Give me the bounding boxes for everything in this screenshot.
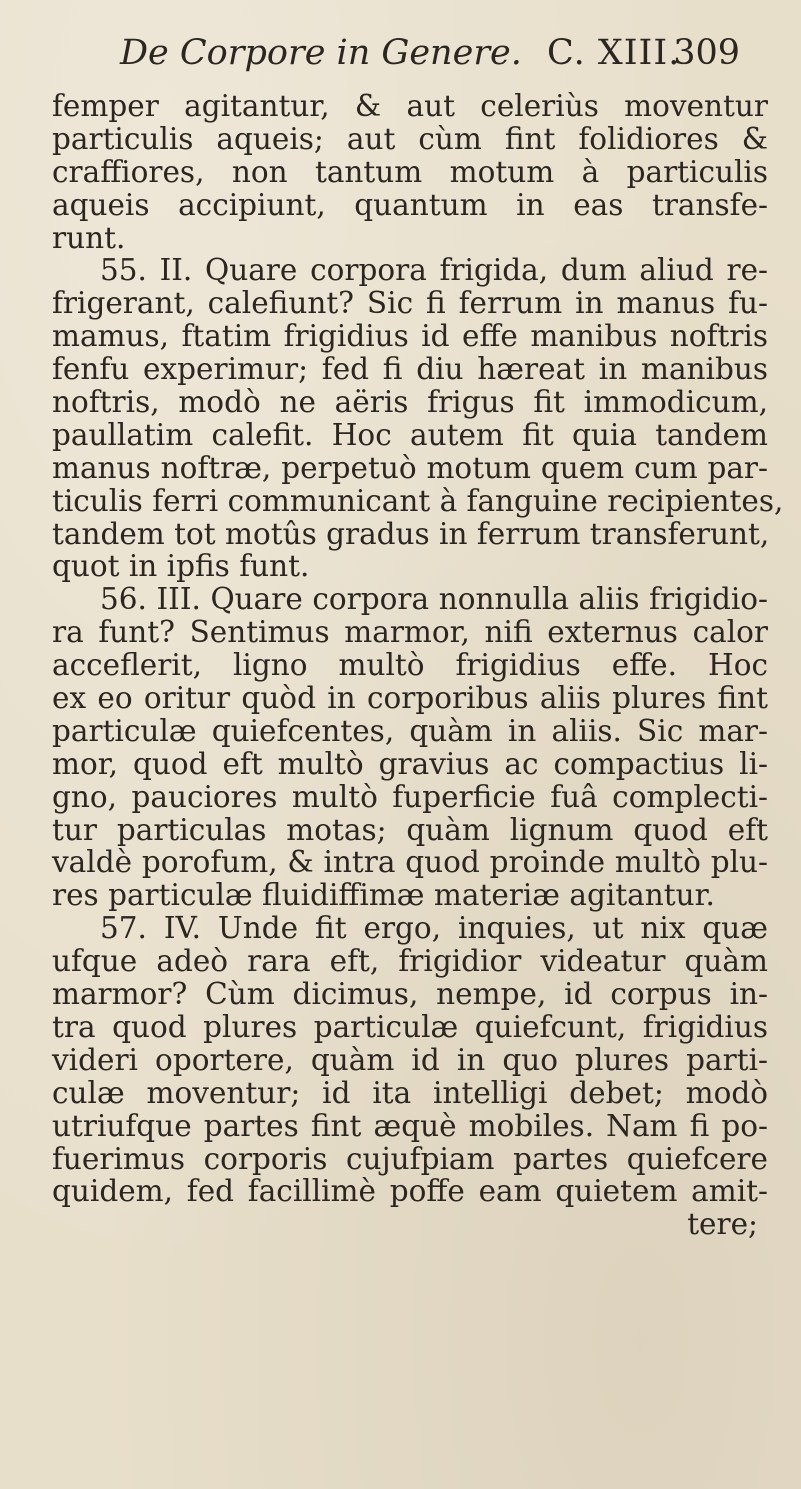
- paragraph-57-start: 57. IV. Unde fit ergo, inquies, ut nix quæ: [100, 911, 768, 946]
- running-head: [120, 30, 760, 76]
- paragraph-56-start: 56. III. Quare corpora nonnulla aliis frigidio-: [100, 582, 768, 617]
- text-line: runt.: [52, 220, 126, 255]
- text-line: tandem tot motûs gradus in ferrum transferunt,: [52, 516, 770, 551]
- text-line: noftris, modò ne aëris frigus fit immodicum,: [52, 385, 768, 420]
- text-line: res particulæ fluidiffimæ materiæ agitantur.: [52, 878, 715, 913]
- text-line: ra funt? Sentimus marmor, nifi externus calor: [52, 615, 768, 650]
- text-line: videri oportere, quàm id in quo plures parti-: [52, 1042, 768, 1077]
- text-line: paullatim calefit. Hoc autem fit quia tandem: [52, 417, 768, 452]
- body-text: [52, 89, 784, 1242]
- text-line: manus noftræ, perpetuò motum quem cum par-: [52, 450, 768, 485]
- text-line: quidem, fed facillimè poffe eam quietem amit-: [52, 1174, 768, 1209]
- text-line: gno, pauciores multò fuperficie fuâ complecti-: [52, 779, 768, 814]
- catchword: tere;: [687, 1207, 758, 1242]
- text-line: marmor? Cùm dicimus, nempe, id corpus in-: [52, 977, 768, 1012]
- text-line: culæ moventur; id ita intelligi debet; modò: [52, 1075, 768, 1110]
- text-line: valdè porofum, & intra quod proinde multò plu-: [52, 845, 768, 880]
- text-line: ex eo oritur quòd in corporibus aliis plures fint: [52, 681, 768, 716]
- text-line: frigerant, calefiunt? Sic fi ferrum in manus fu-: [52, 286, 768, 321]
- text-line: particulæ quiefcentes, quàm in aliis. Sic mar-: [52, 713, 768, 748]
- text-line: fuerimus corporis cujufpiam partes quiefcere: [52, 1141, 768, 1176]
- text-line: craffiores, non tantum motum à particulis: [52, 154, 768, 189]
- text-line: utriufque partes fint æquè mobiles. Nam fi po-: [52, 1108, 768, 1143]
- text-line: ufque adeò rara eft, frigidior videatur quàm: [52, 944, 768, 979]
- text-line: acceflerit, ligno multò frigidius effe. Hoc: [52, 648, 768, 683]
- text-line: mor, quod eft multò gravius ac compactius li-: [52, 746, 768, 781]
- running-head-chapter: C. XIII.: [547, 33, 681, 73]
- page-number: 309: [673, 33, 740, 73]
- text-line: particulis aqueis; aut cùm fint folidiores &: [52, 121, 768, 156]
- text-line: ticulis ferri communicant à fanguine recipientes,: [52, 483, 784, 518]
- paragraph-55-start: 55. II. Quare corpora frigida, dum aliud re-: [100, 253, 768, 288]
- text-line: tra quod plures particulæ quiefcunt, frigidius: [52, 1009, 768, 1044]
- text-line: tur particulas motas; quàm lignum quod eft: [52, 812, 768, 847]
- text-line: quot in ipfis funt.: [52, 549, 310, 584]
- text-line: fenfu experimur; fed fi diu hæreat in manibus: [52, 352, 768, 387]
- text-line: femper agitantur, & aut celeriùs moventur: [52, 89, 768, 123]
- text-line: aqueis accipiunt, quantum in eas transfe-: [52, 187, 768, 222]
- running-head-title: De Corpore in Genere.: [120, 33, 522, 73]
- text-line: mamus, ftatim frigidius id effe manibus noftris: [52, 319, 768, 354]
